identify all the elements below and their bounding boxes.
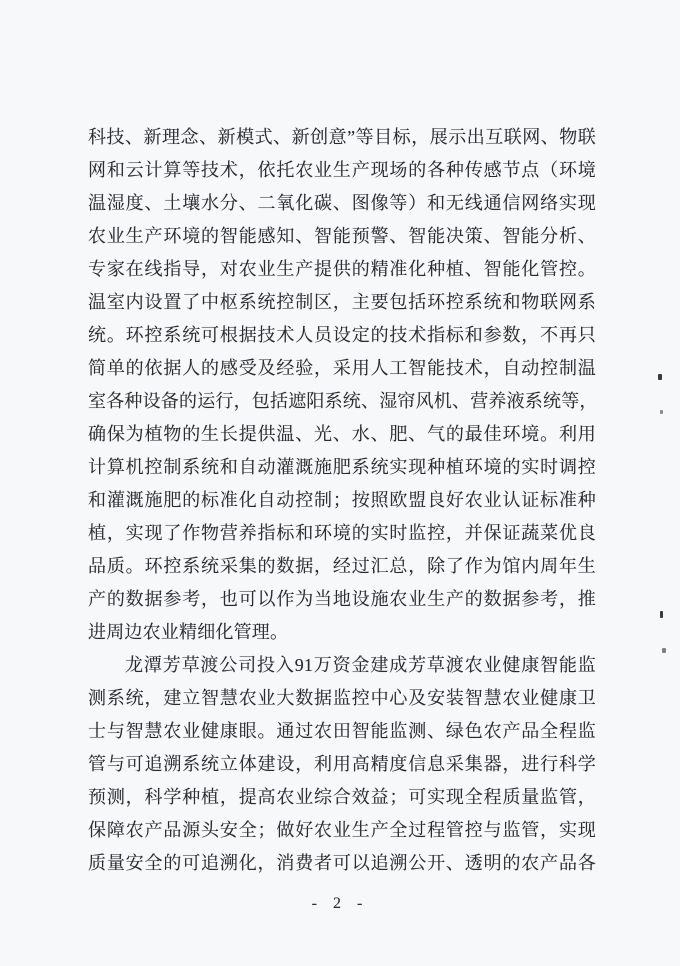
text-line: 士与智慧农业健康眼。通过农田智能监测、绿色农产品全程监 [88,721,596,741]
text-line: 品质。环控系统采集的数据，经过汇总，除了作为馆内周年生 [88,556,596,576]
scan-speckle [660,410,663,414]
text-line: 保障农产品源头安全；做好农业生产全过程管控与监管，实现 [88,820,596,840]
text-line: 计算机控制系统和自动灌溉施肥系统实现种植环境的实时调控 [88,457,596,477]
text-line: 温湿度、土壤水分、二氧化碳、图像等）和无线通信网络实现 [88,193,596,213]
text-line: 科技、新理念、新模式、新创意”等目标，展示出互联网、物联 [88,127,596,147]
scan-speckle [662,648,666,653]
text-line: 预测，科学种植，提高农业综合效益；可实现全程质量监管， [88,787,596,807]
text-line: 专家在线指导，对农业生产提供的精准化种植、智能化管控。 [88,259,596,279]
text-line: 测系统，建立智慧农业大数据监控中心及安装智慧农业健康卫 [88,688,596,708]
body-text [88,121,596,880]
text-line: 温室内设置了中枢系统控制区，主要包括环控系统和物联网系 [88,292,596,312]
text-line: 质量安全的可追溯化，消费者可以追溯公开、透明的农产品各 [88,853,596,873]
text-line: 和灌溉施肥的标准化自动控制；按照欧盟良好农业认证标准种 [88,490,596,510]
text-line: 室各种设备的运行，包括遮阳系统、湿帘风机、营养液系统等， [88,391,598,411]
text-line: 植，实现了作物营养指标和环境的实时监控，并保证蔬菜优良 [88,523,596,543]
text-line: 农业生产环境的智能感知、智能预警、智能决策、智能分析、 [88,226,596,246]
text-line: 确保为植物的生长提供温、光、水、肥、气的最佳环境。利用 [88,424,596,444]
text-line: 网和云计算等技术，依托农业生产现场的各种传感节点（环境 [88,160,596,180]
text-line: 产的数据参考，也可以作为当地设施农业生产的数据参考，推 [88,589,596,609]
text-line: 进周边农业精细化管理。 [88,622,289,642]
text-line: 统。环控系统可根据技术人员设定的技术指标和参数，不再只 [88,325,596,345]
text-line: 简单的依据人的感受及经验，采用人工智能技术，自动控制温 [88,358,596,378]
scan-speckle [658,374,662,380]
scan-speckle [660,611,663,618]
page-number: - 2 - [311,895,369,912]
text-line: 龙潭芳草渡公司投入91万资金建成芳草渡农业健康智能监 [125,655,596,675]
text-line: 管与可追溯系统立体建设，利用高精度信息采集器，进行科学 [88,754,596,774]
